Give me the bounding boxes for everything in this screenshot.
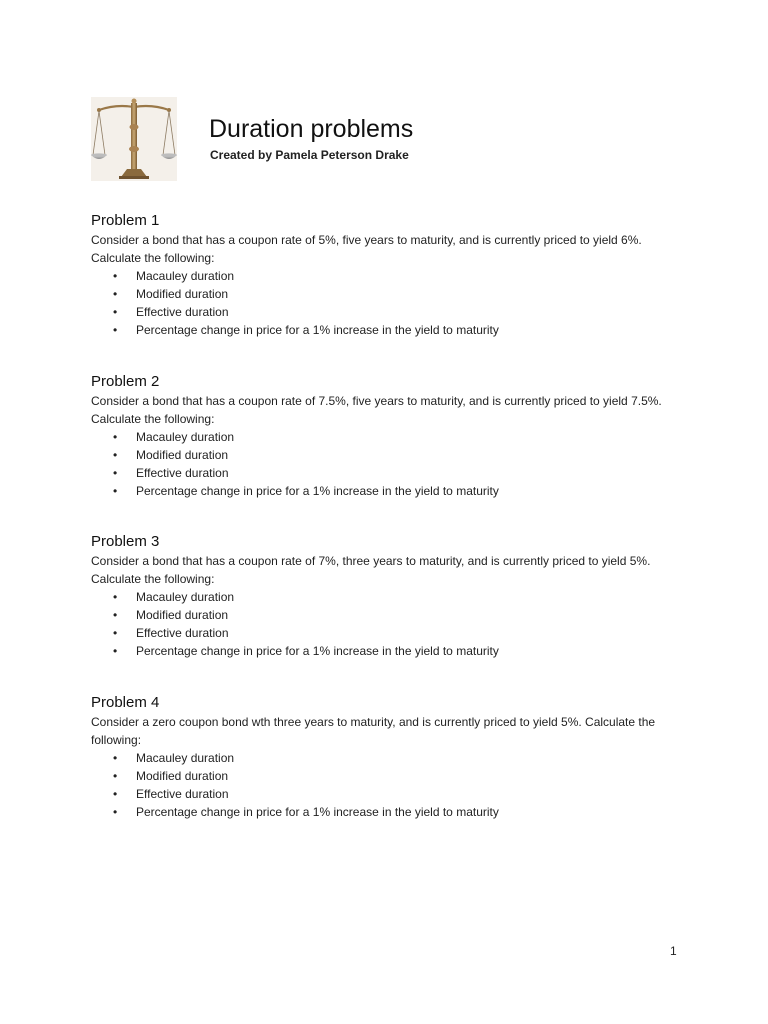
list-item-label: Macauley duration: [136, 751, 235, 765]
list-item: [91, 803, 691, 821]
bullet-icon: •: [113, 608, 118, 622]
bullet-icon: •: [113, 590, 118, 604]
list-item: [91, 464, 691, 482]
problem-text: Consider a bond that has a coupon rate of 7%, three years to maturity, and is currently priced to yield 5%. Calculate the following:: [91, 554, 651, 586]
problem-task-list: [91, 428, 691, 500]
problem-section: [91, 211, 691, 339]
problem-text: Consider a bond that has a coupon rate of 5%, five years to maturity, and is currently priced to yield 6%. Calculate the following:: [91, 233, 642, 265]
list-item-label: Macauley duration: [136, 269, 235, 283]
problem-heading: Problem 1: [91, 212, 160, 229]
list-item-label: Modified duration: [136, 608, 229, 622]
list-item-label: Macauley duration: [136, 430, 235, 444]
list-item: [91, 428, 691, 446]
bullet-icon: •: [113, 769, 118, 783]
bullet-icon: •: [113, 430, 118, 444]
list-item-label: Percentage change in price for a 1% increase in the yield to maturity: [136, 805, 499, 819]
problem-heading: Problem 2: [91, 373, 160, 390]
list-item: [91, 785, 691, 803]
bullet-icon: •: [113, 323, 118, 337]
author-byline: Created by Pamela Peterson Drake: [210, 148, 409, 162]
problem-text: Consider a zero coupon bond wth three years to maturity, and is currently priced to yield 5%. Calculate the following:: [91, 715, 656, 747]
bullet-icon: •: [113, 644, 118, 658]
list-item: [91, 303, 691, 321]
list-item: [91, 588, 691, 606]
list-item-label: Effective duration: [136, 466, 229, 480]
list-item-label: Macauley duration: [136, 590, 235, 604]
list-item: [91, 446, 691, 464]
list-item-label: Modified duration: [136, 287, 229, 301]
bullet-icon: •: [113, 305, 118, 319]
bullet-icon: •: [113, 287, 118, 301]
list-item: [91, 482, 691, 500]
problem-task-list: [91, 588, 691, 660]
list-item: [91, 749, 691, 767]
bullet-icon: •: [113, 805, 118, 819]
problem-task-list: [91, 749, 691, 821]
problem-section: [91, 372, 691, 500]
bullet-icon: •: [113, 484, 118, 498]
list-item-label: Percentage change in price for a 1% increase in the yield to maturity: [136, 484, 499, 498]
list-item: [91, 285, 691, 303]
problem-task-list: [91, 267, 691, 339]
list-item-label: Modified duration: [136, 448, 229, 462]
bullet-icon: •: [113, 751, 118, 765]
list-item-label: Percentage change in price for a 1% increase in the yield to maturity: [136, 323, 499, 337]
list-item: [91, 624, 691, 642]
problem-text: Consider a bond that has a coupon rate of 7.5%, five years to maturity, and is currently priced to yield 7.5%. Calculate the following:: [91, 394, 662, 426]
page-title: Duration problems: [209, 115, 414, 143]
bullet-icon: •: [113, 626, 118, 640]
list-item-label: Modified duration: [136, 769, 229, 783]
list-item-label: Effective duration: [136, 787, 229, 801]
list-item: [91, 642, 691, 660]
list-item: [91, 606, 691, 624]
problem-heading: Problem 3: [91, 533, 160, 550]
problem-section: [91, 532, 691, 660]
page-number: 1: [670, 944, 677, 958]
bullet-icon: •: [113, 448, 118, 462]
scales-of-justice-icon: [91, 97, 177, 181]
list-item-label: Effective duration: [136, 305, 229, 319]
list-item: [91, 767, 691, 785]
list-item: [91, 267, 691, 285]
bullet-icon: •: [113, 269, 118, 283]
list-item-label: Percentage change in price for a 1% increase in the yield to maturity: [136, 644, 499, 658]
list-item-label: Effective duration: [136, 626, 229, 640]
bullet-icon: •: [113, 787, 118, 801]
list-item: [91, 321, 691, 339]
bullet-icon: •: [113, 466, 118, 480]
problem-section: [91, 693, 691, 821]
problem-heading: Problem 4: [91, 694, 160, 711]
